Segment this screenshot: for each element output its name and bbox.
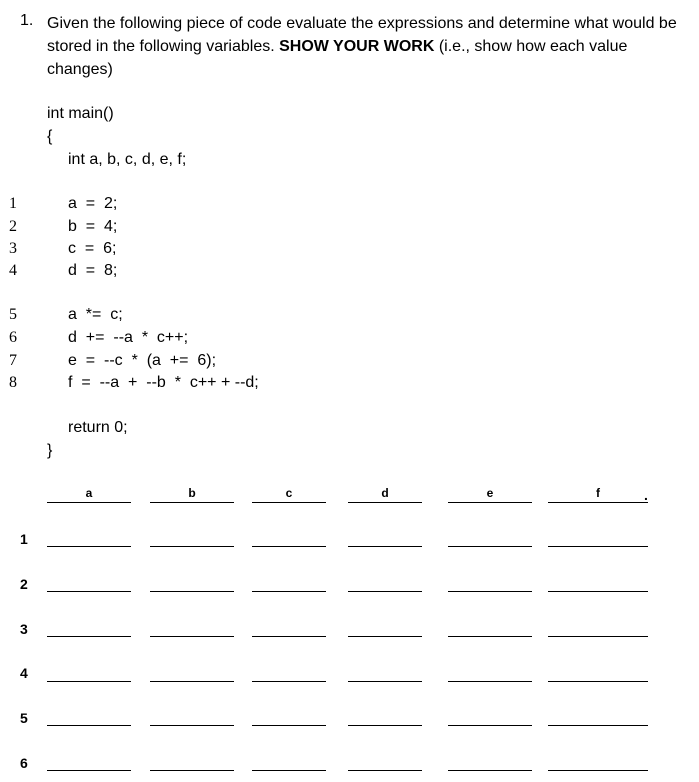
answer-blank-b [150,770,234,771]
answer-blank-b [150,725,234,726]
answer-blank-a [47,636,131,637]
column-header-c: c [285,486,293,500]
answer-blank-d [348,636,422,637]
answer-blank-a [47,546,131,547]
answer-row-number: 6 [20,755,28,771]
header-underline [348,502,422,503]
answer-blank-d [348,725,422,726]
answer-row-number: 3 [20,621,28,637]
answer-blank-a [47,681,131,682]
answer-blank-f [548,770,648,771]
answer-blank-f [548,681,648,682]
code-statement: a *= c; [68,306,123,323]
answer-blank-f [548,591,648,592]
column-header-f: f [596,486,600,500]
question-text-part2: (i.e., show how each value changes) [47,38,628,78]
header-underline [448,502,532,503]
line-number: 1 [9,195,17,212]
code-open-brace: { [47,128,53,145]
answer-blank-e [448,591,532,592]
answer-row-number: 2 [20,576,28,592]
answer-blank-e [448,636,532,637]
code-statement: e = --c * (a += 6); [68,352,217,369]
answer-blank-c [252,546,326,547]
answer-blank-a [47,725,131,726]
answer-blank-c [252,591,326,592]
code-signature: int main() [47,105,114,122]
answer-blank-d [348,681,422,682]
answer-blank-b [150,636,234,637]
code-statement: f = --a + --b * c++ + --d; [68,374,259,391]
answer-blank-d [348,770,422,771]
code-statement: a = 2; [68,195,118,212]
answer-blank-e [448,681,532,682]
line-number: 2 [9,218,17,235]
answer-blank-c [252,725,326,726]
trailing-period: . [644,487,648,503]
header-underline [150,502,234,503]
column-header-a: a [85,486,93,500]
answer-row-number: 1 [20,531,28,547]
header-underline [252,502,326,503]
line-number: 8 [9,374,17,391]
code-statement: b = 4; [68,218,118,235]
answer-blank-e [448,546,532,547]
answer-row-number: 4 [20,665,28,681]
line-number: 6 [9,329,17,346]
line-number: 7 [9,352,17,369]
answer-row-number: 5 [20,710,28,726]
question-emphasis: SHOW YOUR WORK [279,38,435,55]
answer-blank-e [448,770,532,771]
question-text-part1: Given the following piece of code evaluate the expressions and determine what would be stored in the following variables. [47,15,677,55]
code-statement: c = 6; [68,240,117,257]
line-number: 3 [9,240,17,257]
answer-blank-b [150,681,234,682]
answer-blank-c [252,681,326,682]
header-underline [47,502,131,503]
answer-blank-c [252,770,326,771]
code-statement: d += --a * c++; [68,329,189,346]
column-header-d: d [381,486,389,500]
question-text [47,12,687,81]
answer-blank-a [47,591,131,592]
code-close-brace: } [47,442,53,459]
code-statement: d = 8; [68,262,118,279]
column-header-b: b [188,486,196,500]
answer-blank-f [548,546,648,547]
column-header-e: e [486,486,494,500]
line-number: 4 [9,262,17,279]
answer-blank-b [150,591,234,592]
answer-blank-a [47,770,131,771]
header-underline [548,502,648,503]
answer-blank-f [548,725,648,726]
line-number: 5 [9,306,17,323]
answer-blank-c [252,636,326,637]
answer-blank-f [548,636,648,637]
answer-blank-d [348,546,422,547]
code-return: return 0; [68,419,128,436]
answer-blank-e [448,725,532,726]
answer-blank-d [348,591,422,592]
code-declaration: int a, b, c, d, e, f; [68,151,187,168]
question-number: 1. [20,12,34,29]
answer-blank-b [150,546,234,547]
